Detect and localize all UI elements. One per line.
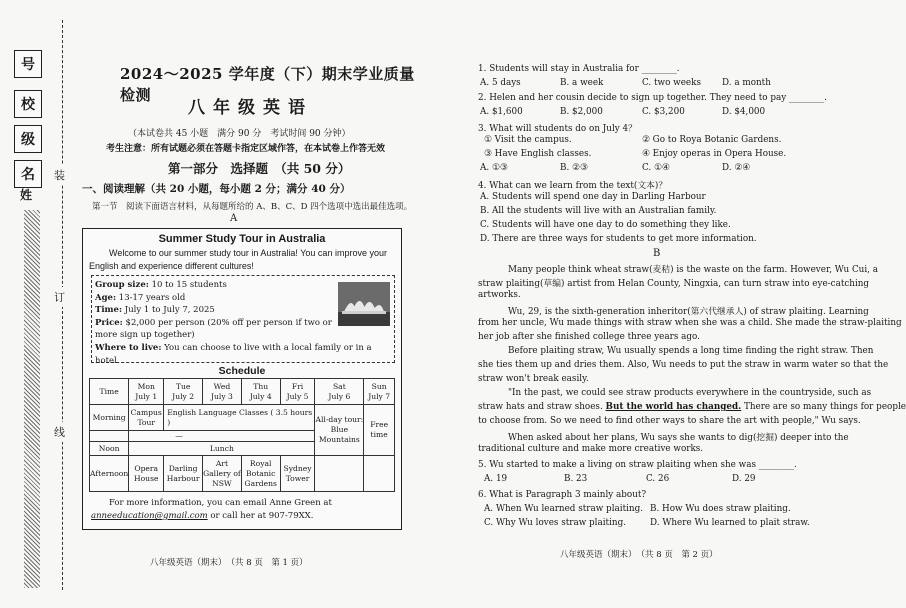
question-choice: ④ Enjoy operas in Opera House. xyxy=(642,149,787,159)
opera-house-photo xyxy=(338,282,390,326)
binding-label: 校 xyxy=(14,90,42,118)
table-header: Sun July 7 xyxy=(364,379,395,405)
table-cell: Campus Tour xyxy=(129,405,164,431)
binding-label: 名 xyxy=(14,160,42,188)
answer-option: B. How Wu does straw plaiting. xyxy=(650,504,791,514)
table-cell: Art Gallery of NSW xyxy=(203,456,242,492)
table-header: Wed July 3 xyxy=(203,379,242,405)
answer-option: B. All the students will live with an Australian family. xyxy=(480,206,717,216)
passage-line: from her uncle, Wu made things with straw when she was a child. She made the straw-plaiting xyxy=(478,318,902,328)
table-cell: Morning xyxy=(90,405,129,431)
passage-line: she ties them up and dries them. Also, Wu needs to put the straw in warm water so that the xyxy=(478,360,889,370)
answer-option: B. 23 xyxy=(564,474,588,484)
table-cell: Free time xyxy=(364,405,395,456)
passage-line: When asked about her plans, Wu says she wants to dig(挖掘) deeper into the xyxy=(508,433,849,443)
answer-option: D. 29 xyxy=(732,474,756,484)
passage-line: straw hats and straw shoes. But the world has changed. There are so many things for people xyxy=(478,402,906,412)
table-cell: Noon xyxy=(90,442,129,456)
page-1 xyxy=(70,0,415,608)
question-stem: 2. Helen and her cousin decide to sign up together. They need to pay ________. xyxy=(478,93,827,103)
passage-line: Wu, 29, is the sixth-generation inheritor(第六代继承人) of straw plaiting. Learning xyxy=(508,307,869,317)
passage-line: straw plaiting(草编) artist from Helan County, Ningxia, can turn straw into eye-catching xyxy=(478,279,870,289)
tour-info-box xyxy=(91,275,395,366)
passage-line: Many people think wheat straw(麦秸) is the waste on the farm. However, Wu Cui, a xyxy=(508,265,878,275)
question-stem: 6. What is Paragraph 3 mainly about? xyxy=(478,490,647,500)
passage-line: artworks. xyxy=(478,290,521,300)
answer-option: D. a month xyxy=(722,78,771,88)
passage-line: her job after she finished college three years ago. xyxy=(478,332,700,342)
question-stem: 5. Wu started to make a living on straw plaiting when she was ________. xyxy=(478,460,797,470)
side-char: 订 xyxy=(54,287,65,307)
answer-option: B. a week xyxy=(560,78,604,88)
binding-strip xyxy=(0,0,66,608)
answer-option: D. There are three ways for students to get more information. xyxy=(480,234,757,244)
passage-letter: A xyxy=(230,213,238,224)
passage-line: "In the past, we could see straw products everywhere in the countryside, such as xyxy=(508,388,872,398)
table-header: Mon July 1 xyxy=(129,379,164,405)
table-cell: Opera House xyxy=(129,456,164,492)
table-cell: — xyxy=(129,431,315,442)
table-header: Fri July 5 xyxy=(280,379,315,405)
question-choice: ① Visit the campus. xyxy=(484,135,572,145)
side-char: 线 xyxy=(54,422,65,442)
part-heading: 第一部分 选择题 （共 50 分） xyxy=(168,161,351,176)
tour-flyer xyxy=(82,228,402,530)
answer-option: C. Why Wu loves straw plaiting. xyxy=(484,518,626,528)
table-cell xyxy=(315,456,364,492)
table-header: Tue July 2 xyxy=(164,379,203,405)
flyer-intro: Welcome to our summer study tour in Australia! You can improve your English and experience different cultures! xyxy=(89,248,387,271)
passage-line: to choose from. So we need to find other ways to share the art with people," Wu says. xyxy=(478,416,861,426)
answer-option: D. Where Wu learned to plait straw. xyxy=(650,518,810,528)
answer-option: C. Students will have one day to do something they like. xyxy=(480,220,731,230)
section-heading: 一、阅读理解（共 20 小题，每小题 2 分；满分 40 分） xyxy=(82,183,351,195)
table-cell: Time xyxy=(90,379,129,405)
binding-label: 号 xyxy=(14,50,42,78)
answer-option: A. When Wu learned straw plaiting. xyxy=(484,504,644,514)
table-cell: Darling Harbour xyxy=(164,456,203,492)
subject-title: 八年级英语 xyxy=(188,98,313,118)
question-choice: ② Go to Roya Botanic Gardens. xyxy=(642,135,782,145)
table-cell: English Language Classes ( 3.5 hours ) xyxy=(164,405,315,431)
table-cell: Afternoon xyxy=(90,456,129,492)
table-cell: Sydney Tower xyxy=(280,456,315,492)
answer-option: A. Students will spend one day in Darling Harbour xyxy=(480,192,706,202)
table-cell: All-day tour: Blue Mountains xyxy=(315,405,364,456)
flyer-title: Summer Study Tour in Australia xyxy=(158,233,326,245)
answer-option: B. $2,000 xyxy=(560,107,603,117)
page-footer: 八年级英语（期末） （共 8 页 第 1 页） xyxy=(150,558,308,568)
table-cell xyxy=(90,431,129,442)
underlined-sentence: But the world has changed. xyxy=(605,402,742,412)
binding-label: 级 xyxy=(14,125,42,153)
info-line: Time: July 1 to July 7, 2025 xyxy=(95,305,215,316)
table-header: Thu July 4 xyxy=(241,379,280,405)
answer-option: A. 5 days xyxy=(480,78,521,88)
passage-line: straw won't break easily. xyxy=(478,374,589,384)
table-cell xyxy=(364,456,395,492)
question-stem: 1. Students will stay in Australia for ________. xyxy=(478,64,680,74)
email-link[interactable]: anneeducation@gmail.com xyxy=(91,511,208,521)
flyer-footer: For more information, you can email Anne Green at anneeducation@gmail.com or call her at 907-79XX. xyxy=(91,498,332,521)
answer-option: C. $3,200 xyxy=(642,107,685,117)
page-footer: 八年级英语（期末） （共 8 页 第 2 页） xyxy=(560,550,718,560)
answer-option: B. ②③ xyxy=(560,163,588,173)
info-line: Price: $2,000 per person (20% off per person if two or more sign up together) xyxy=(95,317,332,341)
table-header: Sat July 6 xyxy=(315,379,364,405)
answer-option: D. $4,000 xyxy=(722,107,766,117)
answer-option: C. ①④ xyxy=(642,163,670,173)
table-cell: Royal Botanic Gardens xyxy=(241,456,280,492)
answer-option: A. $1,600 xyxy=(480,107,523,117)
exam-title: 2024～2025 学年度（下）期末学业质量检测 xyxy=(120,65,415,104)
page-2 xyxy=(470,0,906,608)
binding-extra-label: 姓 xyxy=(20,188,33,202)
schedule-table xyxy=(89,378,395,492)
question-stem: 3. What will students do on July 4？ xyxy=(478,124,637,134)
exam-notice: 考生注意：所有试题必须在答题卡指定区域作答，在本试卷上作答无效 xyxy=(106,144,386,154)
info-line: Age: 13-17 years old xyxy=(95,292,186,303)
schedule-title: Schedule xyxy=(218,365,266,377)
exam-meta: （本试卷共 45 小题 满分 90 分 考试时间 90 分钟） xyxy=(128,129,351,139)
answer-option: A. ①③ xyxy=(480,163,508,173)
question-choice: ③ Have English classes. xyxy=(484,149,592,159)
hatch-area xyxy=(24,210,40,588)
answer-option: A. 19 xyxy=(484,474,508,484)
answer-option: C. 26 xyxy=(646,474,670,484)
answer-option: C. two weeks xyxy=(642,78,701,88)
section-instructions: 第一节 阅读下面语言材料，从每题所给的 A、B、C、D 四个选项中选出最佳选项。 xyxy=(92,202,413,212)
info-line: Where to live: You can choose to live with a local family or in a hotel. xyxy=(95,342,372,366)
passage-line: Before plaiting straw, Wu usually spends a long time finding the right straw. Then xyxy=(508,346,874,356)
side-char: 装 xyxy=(54,165,65,185)
info-line: Group size: 10 to 15 students xyxy=(95,280,227,290)
answer-option: D. ②④ xyxy=(722,163,751,173)
passage-line: traditional culture and make more creative works. xyxy=(478,444,704,454)
question-stem: 4. What can we learn from the text(文本)？ xyxy=(478,181,668,191)
passage-letter: B xyxy=(653,248,661,259)
table-cell: Lunch xyxy=(129,442,315,456)
